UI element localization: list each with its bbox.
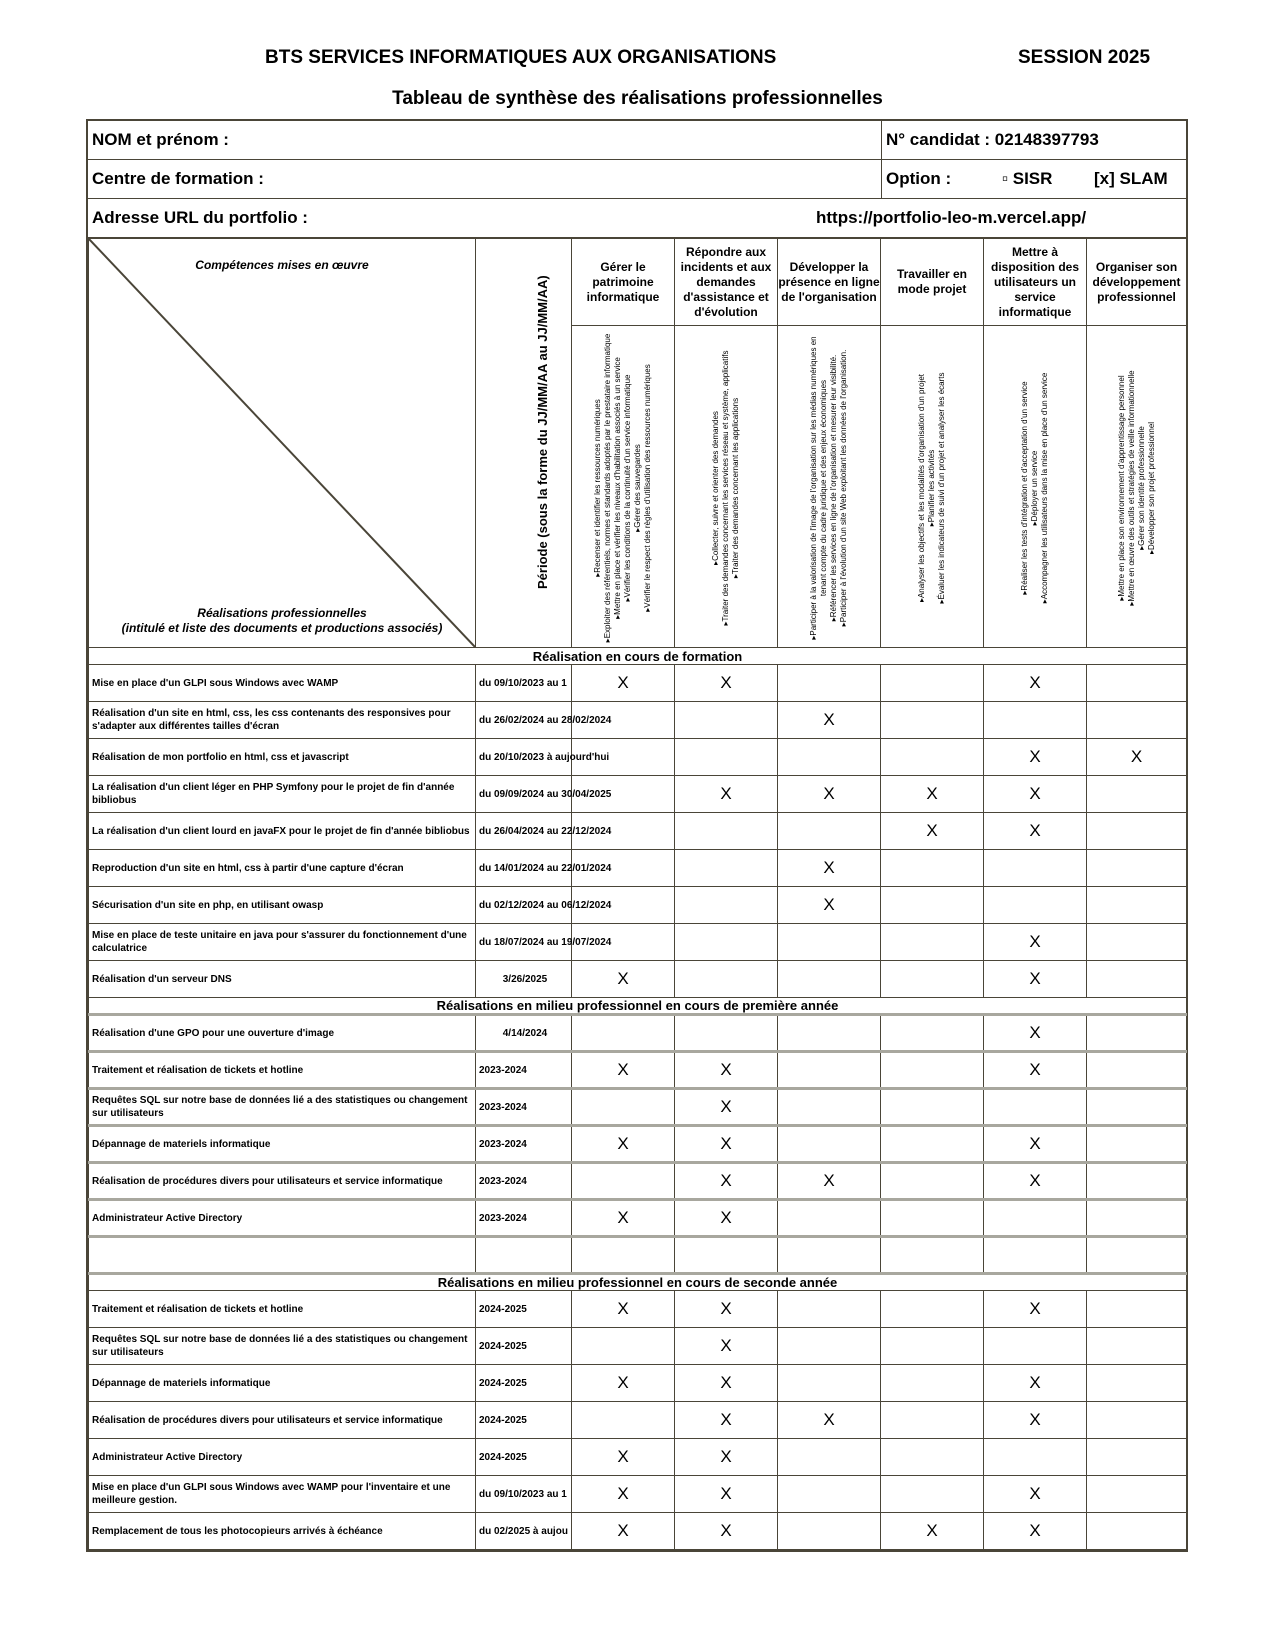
competence-mark-cell[interactable]: X xyxy=(984,665,1087,702)
section-title: Réalisations en milieu professionnel en cours de seconde année xyxy=(89,1274,1187,1291)
table-row xyxy=(89,1052,1187,1089)
competence-mark-cell[interactable] xyxy=(881,961,984,998)
competence-mark-cell[interactable] xyxy=(881,665,984,702)
competences-table xyxy=(88,238,1187,1550)
competence-mark-cell[interactable]: X xyxy=(984,1052,1087,1089)
competence-mark-cell[interactable]: X xyxy=(778,1163,881,1200)
competence-mark-cell[interactable] xyxy=(778,813,881,850)
competence-mark-cell[interactable] xyxy=(778,1015,881,1052)
competence-details-2 xyxy=(675,326,778,648)
competence-mark-cell[interactable]: X xyxy=(778,776,881,813)
competence-mark-cell[interactable] xyxy=(675,813,778,850)
competence-mark-cell[interactable]: X xyxy=(675,1089,778,1126)
competence-mark-cell[interactable] xyxy=(778,961,881,998)
competence-mark-cell[interactable] xyxy=(675,850,778,887)
competence-mark-cell[interactable] xyxy=(1087,1328,1187,1365)
realisation-period: du 14/01/2024 au 22/01/2024 xyxy=(476,850,572,887)
competence-mark-cell[interactable]: X xyxy=(881,1513,984,1550)
option-label: Option : xyxy=(886,169,952,188)
competence-mark-cell[interactable]: X xyxy=(572,1365,675,1402)
competence-mark-cell[interactable]: X xyxy=(572,1126,675,1163)
table-row xyxy=(89,1402,1187,1439)
realisation-period: 2023-2024 xyxy=(476,1052,572,1089)
url-row xyxy=(88,199,1186,238)
competence-mark-cell[interactable] xyxy=(778,1089,881,1126)
center-row xyxy=(88,160,1186,199)
section-header xyxy=(89,998,1187,1015)
realisation-name: Dépannage de materiels informatique xyxy=(89,1126,476,1163)
competence-mark-cell[interactable] xyxy=(778,1291,881,1328)
competence-mark-cell[interactable] xyxy=(881,1015,984,1052)
competence-mark-cell[interactable] xyxy=(881,1365,984,1402)
competence-details-1 xyxy=(572,326,675,648)
competence-detail-item: ▸Planifier les activités xyxy=(927,449,936,527)
competence-mark-cell[interactable] xyxy=(675,702,778,739)
competence-mark-cell[interactable] xyxy=(881,887,984,924)
competence-mark-cell[interactable] xyxy=(778,739,881,776)
realisation-name: Réalisation d'une GPO pour une ouverture d'image xyxy=(89,1015,476,1052)
competence-mark-cell[interactable] xyxy=(1087,813,1187,850)
competences-label: Compétences mises en œuvre xyxy=(195,258,369,272)
diagonal-line-icon xyxy=(89,239,475,647)
competence-mark-cell[interactable] xyxy=(778,1513,881,1550)
table-row xyxy=(89,850,1187,887)
candidate-cell xyxy=(881,121,1190,159)
competence-mark-cell[interactable] xyxy=(1087,1402,1187,1439)
competence-mark-cell[interactable] xyxy=(1087,1015,1187,1052)
realisation-period: 2023-2024 xyxy=(476,1163,572,1200)
realisation-name: Administrateur Active Directory xyxy=(89,1439,476,1476)
competence-mark-cell[interactable]: X xyxy=(675,1291,778,1328)
portfolio-url-link[interactable]: https://portfolio-leo-m.vercel.app/ xyxy=(816,208,1087,227)
realisation-name: Réalisation de mon portfolio en html, css et javascript xyxy=(89,739,476,776)
competence-mark-cell[interactable] xyxy=(881,1291,984,1328)
competence-detail-item: ▸Participer à la valorisation de l'image de l'organisation sur les médias numériques en tenant compte du cadre juridique et des enjeux économiques xyxy=(809,336,828,640)
realisation-name: Traitement et réalisation de tickets et hotline xyxy=(89,1291,476,1328)
realisation-name: Administrateur Active Directory xyxy=(89,1200,476,1237)
competence-mark-cell[interactable] xyxy=(778,1365,881,1402)
competence-mark-cell[interactable] xyxy=(778,665,881,702)
table-row xyxy=(89,887,1187,924)
competence-mark-cell[interactable] xyxy=(675,961,778,998)
table-row xyxy=(89,702,1187,739)
center-label: Centre de formation : xyxy=(92,169,264,188)
competence-title-5: Mettre à disposition des utilisateurs un service informatique xyxy=(984,239,1087,326)
competence-details-5 xyxy=(984,326,1087,648)
competence-detail-item: ▸Référencer les services en ligne de l'organisation et mesurer leur visibilité. xyxy=(829,354,838,622)
competence-details-4 xyxy=(881,326,984,648)
realisation-period: du 09/09/2024 au 30/04/2025 xyxy=(476,776,572,813)
table-row xyxy=(89,1291,1187,1328)
competence-mark-cell[interactable] xyxy=(778,1200,881,1237)
realisation-name: Remplacement de tous les photocopieurs arrivés à échéance xyxy=(89,1513,476,1550)
competence-mark-cell[interactable] xyxy=(881,1126,984,1163)
realisation-period: 2023-2024 xyxy=(476,1200,572,1237)
competence-mark-cell[interactable] xyxy=(1087,1163,1187,1200)
realisation-name: Réalisation d'un site en html, css, les css contenants des responsives pour s'adapter aux différentes tailles d'écran xyxy=(89,702,476,739)
competence-detail-item: ▸Traiter des demandes concernant les applications xyxy=(731,397,740,579)
competence-detail-item: ▸Analyser les objectifs et les modalités d'organisation d'un projet xyxy=(917,373,926,603)
competence-title-6: Organiser son développement professionnel xyxy=(1087,239,1187,326)
realisation-period xyxy=(476,1237,572,1274)
competence-mark-cell[interactable] xyxy=(1087,1291,1187,1328)
table-row xyxy=(89,1365,1187,1402)
competence-mark-cell[interactable] xyxy=(984,1328,1087,1365)
competence-mark-cell[interactable] xyxy=(881,739,984,776)
competence-detail-item: ▸Collecter, suivre et orienter des demandes xyxy=(711,411,720,565)
competence-mark-cell[interactable] xyxy=(572,1089,675,1126)
competence-mark-cell[interactable] xyxy=(984,887,1087,924)
realisation-name: Réalisation de procédures divers pour utilisateurs et service informatique xyxy=(89,1402,476,1439)
competence-detail-item: ▸Gérer son identité professionnelle xyxy=(1136,426,1146,550)
option-sisr-checkbox[interactable]: ▫ SISR xyxy=(1002,169,1053,188)
competence-mark-cell[interactable]: X xyxy=(675,1402,778,1439)
competence-mark-cell[interactable] xyxy=(984,702,1087,739)
competence-detail-item: ▸Traiter des demandes concernant les services réseau et système, applicatifs xyxy=(721,350,730,626)
realisation-period: du 26/04/2024 au 22/12/2024 xyxy=(476,813,572,850)
realisation-name: Réalisation d'un serveur DNS xyxy=(89,961,476,998)
competence-detail-item: ▸Gérer des sauvegardes xyxy=(633,444,642,532)
realisation-period: du 02/12/2024 au 06/12/2024 xyxy=(476,887,572,924)
competence-mark-cell[interactable] xyxy=(984,1089,1087,1126)
competence-mark-cell[interactable]: X xyxy=(572,665,675,702)
competence-mark-cell[interactable] xyxy=(572,1163,675,1200)
realisation-name: Dépannage de materiels informatique xyxy=(89,1365,476,1402)
document-header xyxy=(0,47,1275,71)
competence-mark-cell[interactable] xyxy=(675,1015,778,1052)
competence-mark-cell[interactable] xyxy=(881,1476,984,1513)
competence-title-1: Gérer le patrimoine informatique xyxy=(572,239,675,326)
table-row xyxy=(89,1126,1187,1163)
competence-mark-cell[interactable] xyxy=(1087,1052,1187,1089)
realisation-name: La réalisation d'un client léger en PHP Symfony pour le projet de fin d'année bibliobus xyxy=(89,776,476,813)
competence-mark-cell[interactable] xyxy=(984,1200,1087,1237)
realisation-name: Requêtes SQL sur notre base de données lié a des statistiques ou changement sur utilisateurs xyxy=(89,1089,476,1126)
period-header-cell xyxy=(476,239,572,648)
realisation-period: du 18/07/2024 au 19/07/2024 xyxy=(476,924,572,961)
realisation-period: 2024-2025 xyxy=(476,1365,572,1402)
competence-title-4: Travailler en mode projet xyxy=(881,239,984,326)
competence-detail-item: ▸Réaliser les tests d'intégration et d'acceptation d'un service xyxy=(1020,381,1029,595)
competence-mark-cell[interactable]: X xyxy=(881,776,984,813)
option-slam-checkbox[interactable]: [x] SLAM xyxy=(1094,169,1168,188)
realisation-period: du 02/2025 à aujou xyxy=(476,1513,572,1550)
competence-mark-cell[interactable] xyxy=(778,1237,881,1274)
table-row xyxy=(89,1200,1187,1237)
table-row xyxy=(89,961,1187,998)
competence-detail-item: ▸Déployer un service xyxy=(1030,450,1039,526)
competence-mark-cell[interactable] xyxy=(778,1476,881,1513)
section-title: Réalisation en cours de formation xyxy=(89,648,1187,665)
competence-mark-cell[interactable]: X xyxy=(984,1015,1087,1052)
table-row xyxy=(89,665,1187,702)
competence-mark-cell[interactable]: X xyxy=(778,702,881,739)
competence-mark-cell[interactable]: X xyxy=(572,961,675,998)
competence-mark-cell[interactable] xyxy=(881,1052,984,1089)
competence-mark-cell[interactable] xyxy=(1087,1439,1187,1476)
competence-mark-cell[interactable]: X xyxy=(984,739,1087,776)
table-row xyxy=(89,1513,1187,1550)
competence-mark-cell[interactable]: X xyxy=(675,1365,778,1402)
realisation-period: du 26/02/2024 au 28/02/2024 xyxy=(476,702,572,739)
competence-detail-item: ▸Exploiter des référentiels, normes et standards adoptés par le prestataire informatique xyxy=(603,333,612,643)
competence-mark-cell[interactable]: X xyxy=(675,1126,778,1163)
competence-mark-cell[interactable] xyxy=(1087,1476,1187,1513)
competence-mark-cell[interactable] xyxy=(1087,665,1187,702)
competence-mark-cell[interactable] xyxy=(675,887,778,924)
competence-mark-cell[interactable] xyxy=(881,1089,984,1126)
section-title: Réalisations en milieu professionnel en cours de première année xyxy=(89,998,1187,1015)
competence-mark-cell[interactable]: X xyxy=(675,776,778,813)
competence-mark-cell[interactable] xyxy=(881,702,984,739)
competence-mark-cell[interactable] xyxy=(1087,1513,1187,1550)
realisation-period: 2023-2024 xyxy=(476,1126,572,1163)
realisation-period: 2024-2025 xyxy=(476,1328,572,1365)
competence-mark-cell[interactable]: X xyxy=(984,813,1087,850)
table-row xyxy=(89,924,1187,961)
table-row xyxy=(89,1439,1187,1476)
candidate-number: N° candidat : 02148397793 xyxy=(886,130,1099,149)
competence-detail-item: ▸Participer à l'évolution d'un site Web exploitant les données de l'organisation. xyxy=(839,349,848,627)
competence-mark-cell[interactable] xyxy=(881,1402,984,1439)
competence-mark-cell[interactable] xyxy=(984,1237,1087,1274)
competence-mark-cell[interactable] xyxy=(778,1126,881,1163)
competence-mark-cell[interactable] xyxy=(572,1328,675,1365)
table-row xyxy=(89,1015,1187,1052)
realisation-period: 4/14/2024 xyxy=(476,1015,572,1052)
realisation-name: Mise en place d'un GLPI sous Windows avec WAMP xyxy=(89,665,476,702)
synthesis-table-frame xyxy=(86,119,1188,1552)
competence-mark-cell[interactable]: X xyxy=(881,813,984,850)
competence-detail-item: ▸Mettre en place et vérifier les niveaux d'habilitation associés à un service xyxy=(613,357,622,619)
competence-title-3: Développer la présence en ligne de l'organisation xyxy=(778,239,881,326)
competence-mark-cell[interactable]: X xyxy=(572,1476,675,1513)
competence-title-2: Répondre aux incidents et aux demandes d'assistance et d'évolution xyxy=(675,239,778,326)
competence-mark-cell[interactable] xyxy=(881,1200,984,1237)
realisation-name: Requêtes SQL sur notre base de données lié a des statistiques ou changement sur utilisateurs xyxy=(89,1328,476,1365)
realisation-name: Mise en place d'un GLPI sous Windows avec WAMP pour l'inventaire et une meilleure gestion. xyxy=(89,1476,476,1513)
realisations-label xyxy=(89,606,475,636)
competence-mark-cell[interactable]: X xyxy=(675,1328,778,1365)
table-row xyxy=(89,1163,1187,1200)
table-row xyxy=(89,1089,1187,1126)
competence-mark-cell[interactable] xyxy=(1087,924,1187,961)
document-title: BTS SERVICES INFORMATIQUES AUX ORGANISATIONS xyxy=(265,47,777,68)
competence-mark-cell[interactable] xyxy=(1087,702,1187,739)
competence-mark-cell[interactable] xyxy=(778,1328,881,1365)
realisation-period: 3/26/2025 xyxy=(476,961,572,998)
competence-mark-cell[interactable]: X xyxy=(675,1052,778,1089)
table-row xyxy=(89,1237,1187,1274)
realisation-name: Reproduction d'un site en html, css à partir d'une capture d'écran xyxy=(89,850,476,887)
competence-detail-item: ▸Vérifier le respect des règles d'utilisation des ressources numériques xyxy=(643,364,652,612)
table-row xyxy=(89,813,1187,850)
table-row xyxy=(89,1476,1187,1513)
period-label: Période (sous la forme du JJ/MM/AA au JJ/MM/AA) xyxy=(535,275,550,589)
competence-detail-item: ▸Mettre en place son environnement d'apprentissage personnel xyxy=(1116,375,1126,601)
competence-details-6 xyxy=(1087,326,1187,648)
competence-mark-cell[interactable] xyxy=(1087,1126,1187,1163)
competence-mark-cell[interactable]: X xyxy=(1087,739,1187,776)
competence-mark-cell[interactable]: X xyxy=(984,776,1087,813)
table-row xyxy=(89,1328,1187,1365)
competence-mark-cell[interactable] xyxy=(881,1328,984,1365)
realisation-name: La réalisation d'un client lourd en javaFX pour le projet de fin d'année bibliobus xyxy=(89,813,476,850)
realisation-period: 2024-2025 xyxy=(476,1291,572,1328)
section-header xyxy=(89,648,1187,665)
competence-mark-cell[interactable] xyxy=(881,850,984,887)
competence-mark-cell[interactable]: X xyxy=(572,1200,675,1237)
competence-mark-cell[interactable] xyxy=(675,739,778,776)
competence-mark-cell[interactable] xyxy=(778,1439,881,1476)
competence-mark-cell[interactable] xyxy=(675,924,778,961)
competence-mark-cell[interactable] xyxy=(675,1237,778,1274)
competence-mark-cell[interactable] xyxy=(572,1237,675,1274)
realisation-name: Traitement et réalisation de tickets et hotline xyxy=(89,1052,476,1089)
diagonal-header-cell xyxy=(89,239,476,648)
competence-mark-cell[interactable] xyxy=(881,924,984,961)
competence-mark-cell[interactable]: X xyxy=(572,1052,675,1089)
competence-mark-cell[interactable]: X xyxy=(984,1291,1087,1328)
competence-mark-cell[interactable]: X xyxy=(984,961,1087,998)
competence-mark-cell[interactable]: X xyxy=(572,1291,675,1328)
competence-mark-cell[interactable] xyxy=(1087,961,1187,998)
competence-mark-cell[interactable] xyxy=(1087,1089,1187,1126)
competence-mark-cell[interactable] xyxy=(881,1237,984,1274)
competence-detail-item: ▸Vérifier les conditions de la continuité d'un service informatique xyxy=(623,374,632,602)
url-label: Adresse URL du portfolio : xyxy=(92,208,308,227)
realisation-period: 2024-2025 xyxy=(476,1402,572,1439)
competence-mark-cell[interactable]: X xyxy=(572,1439,675,1476)
realisation-period: du 20/10/2023 à aujourd'hui xyxy=(476,739,572,776)
competence-mark-cell[interactable]: X xyxy=(984,1476,1087,1513)
competence-mark-cell[interactable]: X xyxy=(984,924,1087,961)
competence-mark-cell[interactable]: X xyxy=(778,1402,881,1439)
realisation-name xyxy=(89,1237,476,1274)
competence-detail-item: ▸Accompagner les utilisateurs dans la mise en place d'un service xyxy=(1040,372,1049,604)
competence-mark-cell[interactable] xyxy=(1087,776,1187,813)
competence-mark-cell[interactable] xyxy=(572,1402,675,1439)
competence-mark-cell[interactable]: X xyxy=(984,1126,1087,1163)
competence-mark-cell[interactable]: X xyxy=(675,1476,778,1513)
competence-detail-item: ▸Développer son projet professionnel xyxy=(1146,421,1156,555)
competence-mark-cell[interactable] xyxy=(881,1163,984,1200)
competence-mark-cell[interactable] xyxy=(1087,850,1187,887)
realisation-period: 2024-2025 xyxy=(476,1439,572,1476)
competence-mark-cell[interactable]: X xyxy=(778,850,881,887)
competence-mark-cell[interactable] xyxy=(881,1439,984,1476)
table-row xyxy=(89,739,1187,776)
competence-mark-cell[interactable]: X xyxy=(984,1513,1087,1550)
competence-mark-cell[interactable]: X xyxy=(778,887,881,924)
table-row xyxy=(89,776,1187,813)
competence-detail-item: ▸Évaluer les indicateurs de suivi d'un projet et analyser les écarts xyxy=(937,372,946,604)
competence-mark-cell[interactable]: X xyxy=(984,1402,1087,1439)
competence-mark-cell[interactable] xyxy=(778,1052,881,1089)
realisation-name: Mise en place de teste unitaire en java pour s'assurer du fonctionnement d'une calculatrice xyxy=(89,924,476,961)
competence-mark-cell[interactable]: X xyxy=(675,1439,778,1476)
option-cell xyxy=(881,160,1190,198)
name-row xyxy=(88,121,1186,160)
document-subtitle: Tableau de synthèse des réalisations professionnelles xyxy=(392,88,883,109)
competence-detail-item: ▸Recenser et identifier les ressources numériques xyxy=(593,399,602,577)
competence-mark-cell[interactable] xyxy=(1087,1365,1187,1402)
competence-mark-cell[interactable] xyxy=(1087,1200,1187,1237)
name-label: NOM et prénom : xyxy=(92,130,229,149)
competence-mark-cell[interactable]: X xyxy=(984,1163,1087,1200)
section-header xyxy=(89,1274,1187,1291)
realisations-title: Réalisations professionnelles xyxy=(197,606,367,620)
competence-detail-item: ▸Mettre en œuvre des outils et stratégies de veille informationnelle xyxy=(1126,370,1136,606)
competence-mark-cell[interactable] xyxy=(984,850,1087,887)
competence-mark-cell[interactable]: X xyxy=(675,1513,778,1550)
competence-mark-cell[interactable]: X xyxy=(675,665,778,702)
competence-mark-cell[interactable] xyxy=(778,924,881,961)
competence-mark-cell[interactable] xyxy=(572,1015,675,1052)
realisation-period: 2023-2024 xyxy=(476,1089,572,1126)
realisation-period: du 09/10/2023 au 1 xyxy=(476,1476,572,1513)
competence-mark-cell[interactable] xyxy=(984,1439,1087,1476)
competence-details-3 xyxy=(778,326,881,648)
competence-mark-cell[interactable]: X xyxy=(675,1163,778,1200)
realisation-period: du 09/10/2023 au 1 xyxy=(476,665,572,702)
competence-mark-cell[interactable]: X xyxy=(572,1513,675,1550)
competence-mark-cell[interactable] xyxy=(1087,887,1187,924)
realisation-name: Réalisation de procédures divers pour utilisateurs et service informatique xyxy=(89,1163,476,1200)
session-label: SESSION 2025 xyxy=(1018,47,1151,68)
competence-mark-cell[interactable]: X xyxy=(675,1200,778,1237)
realisations-subtitle: (intitulé et liste des documents et productions associés) xyxy=(121,621,443,635)
competence-mark-cell[interactable] xyxy=(1087,1237,1187,1274)
competence-mark-cell[interactable]: X xyxy=(984,1365,1087,1402)
realisation-name: Sécurisation d'un site en php, en utilisant owasp xyxy=(89,887,476,924)
